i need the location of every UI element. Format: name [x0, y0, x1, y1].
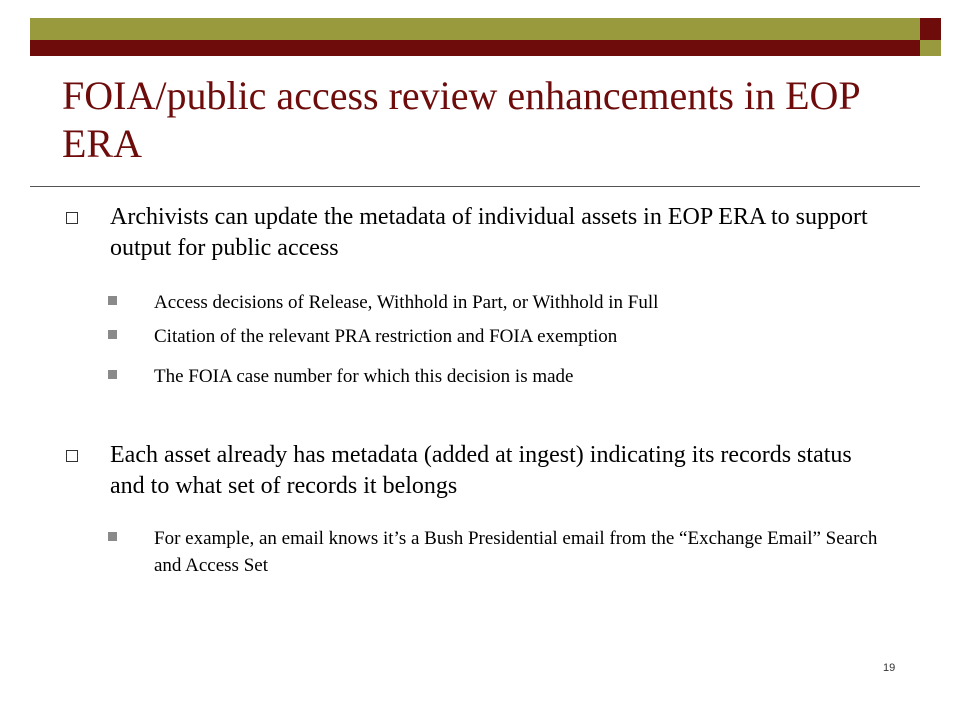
- filled-square-bullet-icon: [108, 330, 117, 339]
- hollow-square-bullet-icon: [66, 450, 78, 462]
- filled-square-bullet-icon: [108, 370, 117, 379]
- header-bar-stripe: [30, 40, 920, 56]
- sub-bullet-text: Access decisions of Release, Withhold in Part, or Withhold in Full: [154, 292, 659, 313]
- page-number: 19: [883, 662, 896, 674]
- corner-block-olive: [920, 40, 941, 56]
- sub-bullet-text: The FOIA case number for which this decision is made: [154, 366, 574, 387]
- bullet-text: Archivists can update the metadata of individual assets in EOP ERA to support output for public access: [110, 204, 868, 261]
- bullet-text: Each asset already has metadata (added at ingest) indicating its records status and to what set of records it belongs: [110, 442, 852, 499]
- sub-bullet-text: Citation of the relevant PRA restriction and FOIA exemption: [154, 326, 618, 347]
- slide-title: FOIA/public access review enhancements in EOP ERA: [62, 73, 860, 166]
- hollow-square-bullet-icon: [66, 212, 78, 224]
- header-bar: [30, 18, 920, 56]
- filled-square-bullet-icon: [108, 296, 117, 305]
- corner-block-dark: [920, 18, 941, 40]
- title-divider: [30, 186, 920, 187]
- sub-bullet-text: For example, an email knows it’s a Bush Presidential email from the “Exchange Email” Search and Access Set: [154, 528, 878, 576]
- filled-square-bullet-icon: [108, 532, 117, 541]
